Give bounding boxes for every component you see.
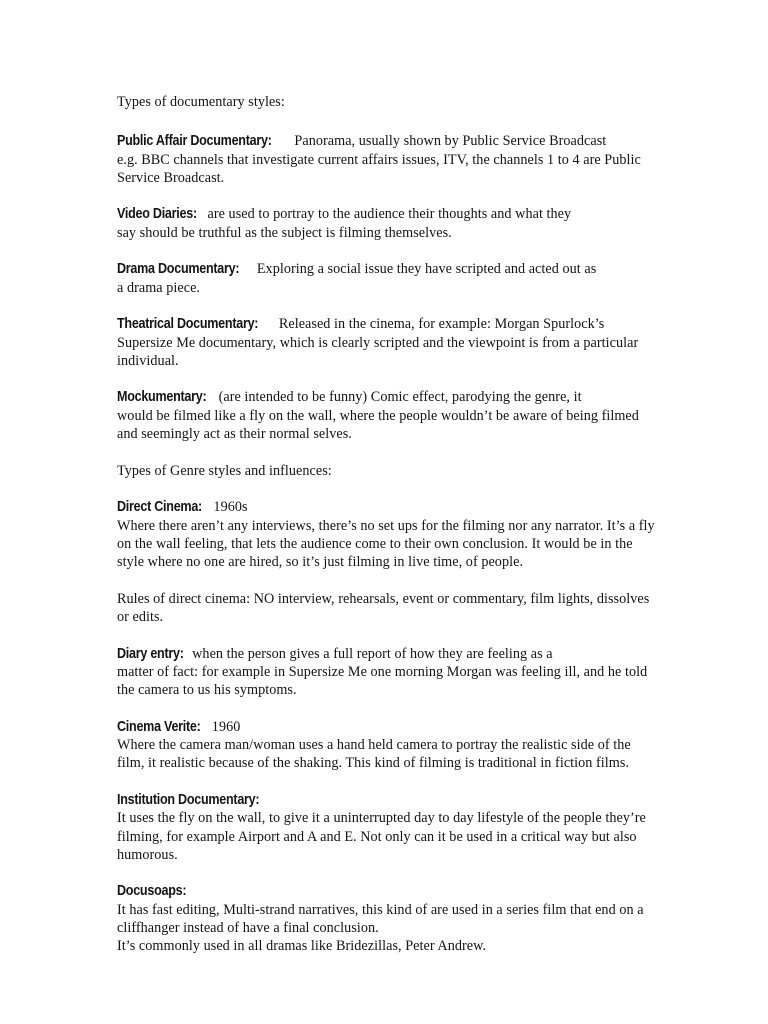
entry-text: Released in the cinema, for example: Morgan Spurlock’s	[278, 316, 605, 333]
entry-heading: Cinema Verite:	[117, 718, 201, 735]
entry-direct-cinema	[117, 498, 657, 571]
document-page	[117, 93, 657, 974]
rules-of-direct-cinema: Rules of direct cinema: NO interview, rehearsals, event or commentary, film lights, dissolves or edits.	[117, 590, 650, 626]
entry-text: matter of fact: for example in Supersize Me one morning Morgan was feeling ill, and he told the camera to us his symptoms.	[117, 663, 648, 699]
entry-public-affair-documentary	[117, 132, 657, 187]
entry-year: 1960s	[213, 499, 248, 516]
entry-docusoaps	[117, 882, 657, 955]
entry-heading: Video Diaries:	[117, 206, 197, 223]
entry-text: a drama piece.	[117, 279, 201, 296]
entry-year: 1960	[211, 718, 241, 735]
entry-heading: Direct Cinema:	[117, 499, 202, 516]
entry-text: Exploring a social issue they have scripted and acted out as	[256, 261, 597, 278]
entry-institution-documentary	[117, 791, 657, 864]
entry-heading: Institution Documentary:	[117, 791, 260, 808]
entry-heading: Mockumentary:	[117, 389, 207, 406]
entry-text: It has fast editing, Multi-strand narratives, this kind of are used in a series film that end on a cliffhanger instead of have a final conclusion.	[117, 901, 644, 937]
entry-text: say should be truthful as the subject is filming themselves.	[117, 224, 452, 241]
entry-theatrical-documentary	[117, 315, 657, 370]
entry-heading: Theatrical Documentary:	[117, 316, 259, 333]
entry-text: (are intended to be funny) Comic effect, parodying the genre, it	[218, 389, 582, 406]
entry-drama-documentary	[117, 260, 657, 297]
section-title-genre-styles: Types of Genre styles and influences:	[117, 462, 332, 479]
entry-text: Where there aren’t any interviews, there’s no set ups for the filming nor any narrator. It’s a fly on the wall feeling, that lets the audience come to their own conclusion. It would be in the style where no one are hired, so it’s just filming in live time, of people.	[117, 517, 655, 571]
entry-text: are used to portray to the audience their thoughts and what they	[207, 206, 572, 223]
entry-heading: Drama Documentary:	[117, 261, 240, 278]
entry-text: It’s commonly used in all dramas like Bridezillas, Peter Andrew.	[117, 938, 487, 955]
entry-text: e.g. BBC channels that investigate current affairs issues, ITV, the channels 1 to 4 are Public Service Broadcast.	[117, 151, 641, 186]
entry-mockumentary	[117, 388, 657, 443]
entry-diary-entry	[117, 645, 657, 700]
entry-heading: Diary entry:	[117, 645, 184, 662]
entry-video-diaries	[117, 205, 657, 242]
entry-text: when the person gives a full report of how they are feeling as a	[192, 645, 553, 662]
entry-heading: Public Affair Documentary:	[117, 133, 272, 150]
entry-text: Where the camera man/woman uses a hand held camera to portray the realistic side of the film, it realistic because of the shaking. This kind of filming is traditional in fiction films.	[117, 737, 631, 772]
entry-text: Panorama, usually shown by Public Service Broadcast	[294, 133, 607, 150]
entry-cinema-verite	[117, 718, 657, 773]
entry-text: It uses the fly on the wall, to give it a uninterrupted day to day lifestyle of the people they’re filming, for example Airport and A and E. Not only can it be used in a critical way but also humorous.	[117, 810, 646, 863]
entry-heading: Docusoaps:	[117, 883, 187, 900]
entry-text: Supersize Me documentary, which is clearly scripted and the viewpoint is from a particular individual.	[117, 334, 639, 369]
entry-text: would be filmed like a fly on the wall, where the people wouldn’t be aware of being filmed and seemingly act as their normal selves.	[117, 407, 639, 443]
section-title-documentary-styles: Types of documentary styles:	[117, 94, 285, 110]
